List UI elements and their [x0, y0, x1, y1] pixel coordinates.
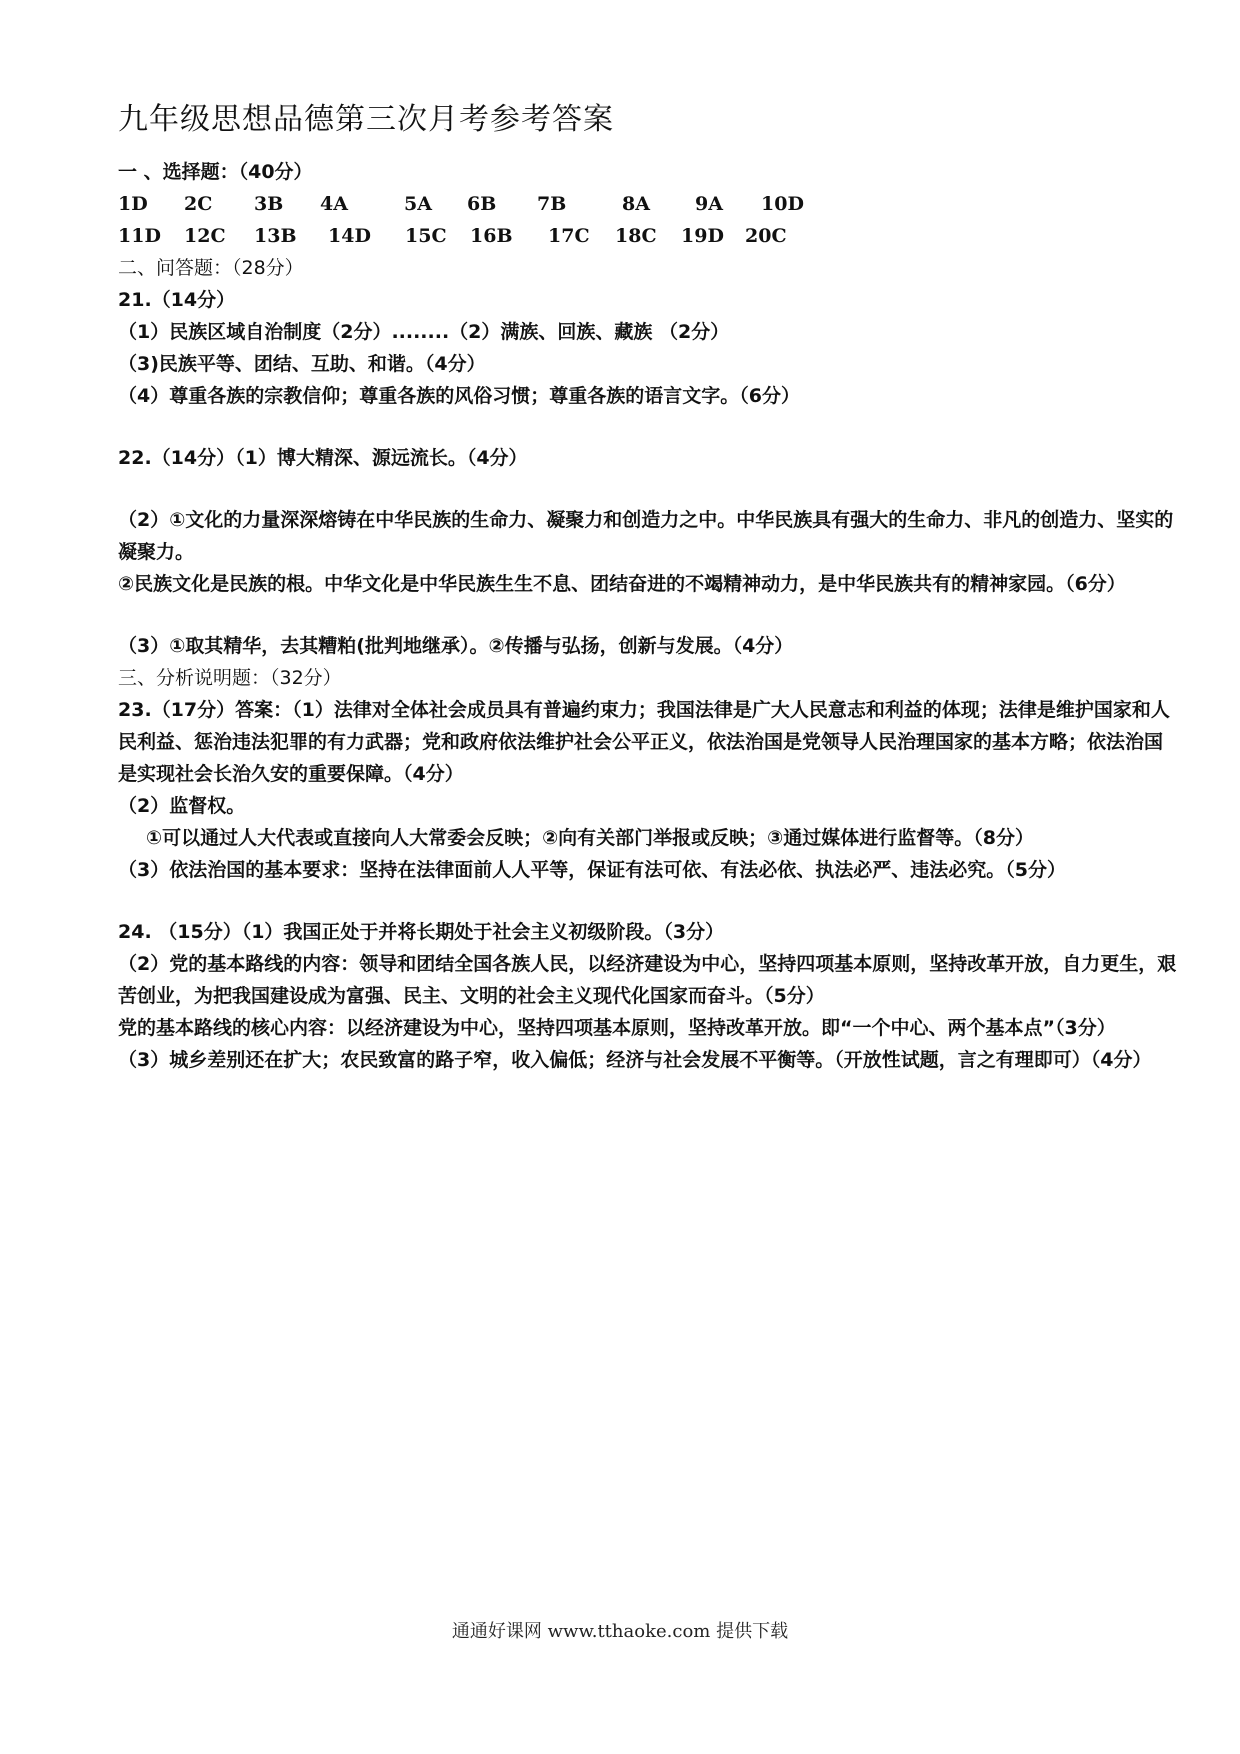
q24-part1: 24. （15分）（1）我国正处于并将长期处于社会主义初级阶段。（3分）	[118, 921, 725, 943]
q21-part1: （1）民族区域自治制度（2分）........（2）满族、回族、藏族 （2分）	[118, 321, 730, 343]
q22-part2a: （2）①文化的力量深深熔铸在中华民族的生命力、凝聚力和创造力之中。中华民族具有强大的生命力、非凡的创造力、坚实的凝聚力。	[118, 509, 1174, 563]
answer-item: 15C	[405, 225, 447, 247]
answer-item: 9A	[695, 193, 723, 215]
q21-part3: （3)民族平等、团结、互助、和谐。（4分）	[118, 353, 486, 375]
section2-heading: 二、问答题：（28分）	[118, 257, 304, 279]
q24-part3: （3）城乡差别还在扩大；农民致富的路子窄，收入偏低；经济与社会发展不平衡等。（开放性试题，言之有理即可）（4分）	[118, 1049, 1152, 1071]
q22-part2b: ②民族文化是民族的根。中华文化是中华民族生生不息、团结奋进的不竭精神动力，是中华民族共有的精神家园。（6分）	[118, 573, 1126, 595]
q22-part3: （3）①取其精华，去其糟粕(批判地继承）。②传播与弘扬，创新与发展。（4分）	[118, 635, 794, 657]
answers-row-2	[118, 220, 1178, 252]
answer-item: 2C	[184, 193, 213, 215]
answer-item: 19D	[681, 225, 724, 247]
answer-item: 3B	[254, 193, 284, 215]
answer-item: 7B	[537, 193, 567, 215]
section1-heading: 一 、选择题：（40分）	[118, 161, 313, 183]
answer-item: 6B	[467, 193, 497, 215]
answer-item: 10D	[761, 193, 804, 215]
answer-item: 12C	[184, 225, 226, 247]
q22-heading: 22.（14分）（1）博大精深、源远流长。（4分）	[118, 447, 528, 469]
answer-item: 17C	[548, 225, 590, 247]
page-title: 九年级思想品德第三次月考参考答案	[118, 102, 614, 137]
q21-part4: （4）尊重各族的宗教信仰；尊重各族的风俗习惯；尊重各族的语言文字。（6分）	[118, 385, 800, 407]
q21-heading: 21.（14分）	[118, 289, 236, 311]
q23-part2b: ①可以通过人大代表或直接向人大常委会反映；②向有关部门举报或反映；③通过媒体进行监督等。（8分）	[146, 827, 1034, 849]
answer-item: 13B	[254, 225, 297, 247]
q23-part1: 23.（17分）答案：（1）法律对全体社会成员具有普遍约束力；我国法律是广大人民意志和利益的体现；法律是维护国家和人民利益、惩治违法犯罪的有力武器；党和政府依法维护社会公平正义，依法治国是党领导人民治理国家的基本方略；依法治国是实现社会长治久安的重要保障。（4分）	[118, 699, 1170, 785]
answer-item: 20C	[745, 225, 787, 247]
answer-item: 8A	[622, 193, 650, 215]
answer-item: 14D	[328, 225, 371, 247]
q24-part2: （2）党的基本路线的内容：领导和团结全国各族人民，以经济建设为中心，坚持四项基本原则，坚持改革开放，自力更生，艰苦创业，为把我国建设成为富强、民主、文明的社会主义现代化国家而奋斗。（5分）	[118, 953, 1177, 1007]
answers-row-1	[118, 188, 1178, 220]
answer-sheet	[118, 98, 1178, 1076]
answer-item: 16B	[470, 225, 513, 247]
answer-item: 11D	[118, 225, 161, 247]
answer-item: 4A	[320, 193, 348, 215]
answer-item: 18C	[615, 225, 657, 247]
answer-item: 1D	[118, 193, 148, 215]
q23-part3: （3）依法治国的基本要求：坚持在法律面前人人平等，保证有法可依、有法必依、执法必严、违法必究。（5分）	[118, 859, 1066, 881]
q23-part2: （2）监督权。	[118, 795, 246, 817]
answer-item: 5A	[404, 193, 432, 215]
page-footer: 通通好课网 www.tthaoke.com 提供下载	[451, 1621, 789, 1642]
q24-part2b: 党的基本路线的核心内容：以经济建设为中心，坚持四项基本原则，坚持改革开放。即“一个中心、两个基本点”（3分）	[118, 1017, 1116, 1039]
section3-heading: 三、分析说明题：（32分）	[118, 667, 342, 689]
